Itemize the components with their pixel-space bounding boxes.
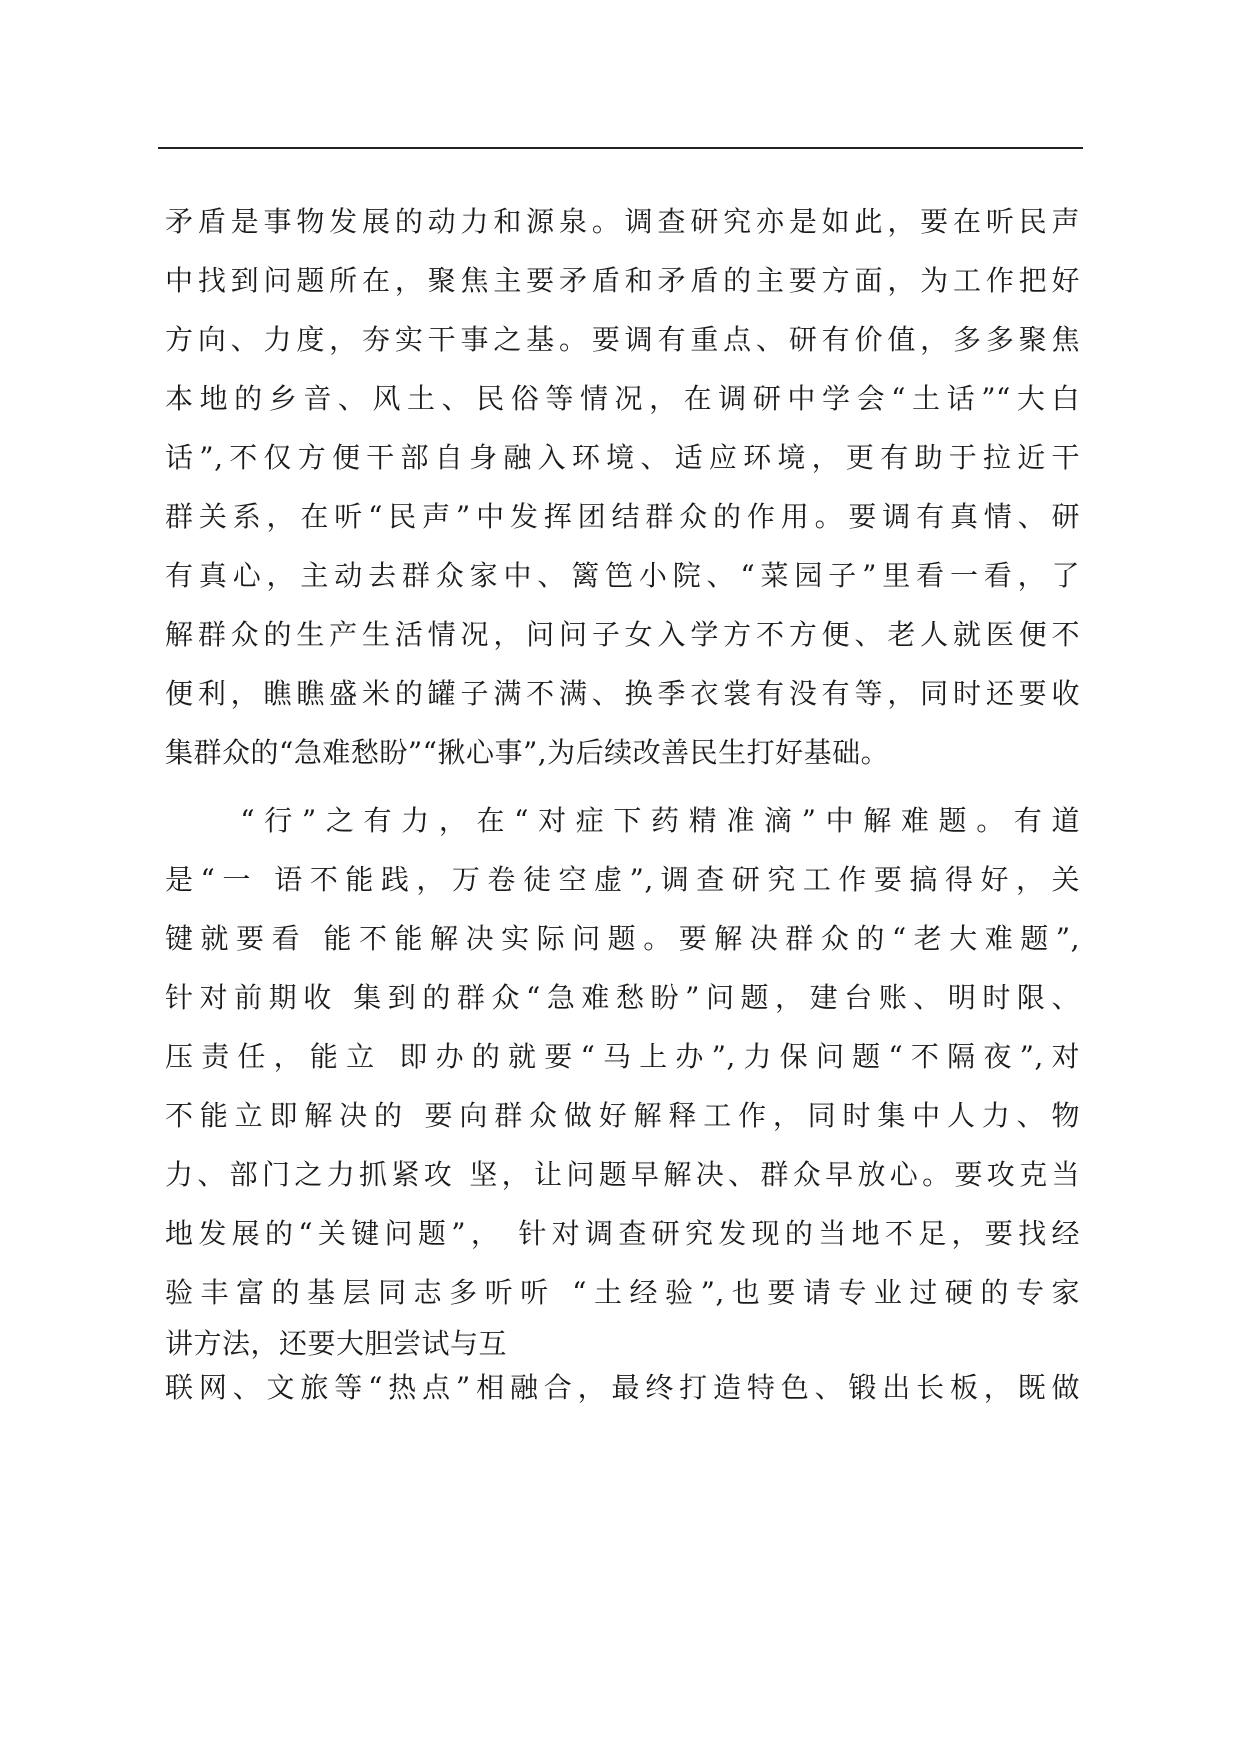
text-line: 力、部门之力抓紧攻 坚，让问题早解决、群众早放心。要攻克当 xyxy=(165,1158,1080,1191)
paragraph-1 xyxy=(165,192,1080,782)
text-line: 压责任，能立 即办的就要“马上办”,力保问题“不隔夜”,对 xyxy=(165,1040,1080,1073)
text-line: 联网、文旅等“热点”相融合，最终打造特色、锻出长板，既做 xyxy=(165,1371,1080,1404)
text-line: 话”,不仅方便干部自身融入环境、适应环境，更有助于拉近干 xyxy=(165,441,1080,474)
paragraph-2 xyxy=(165,791,1080,1410)
text-line: 是“一 语不能践，万卷徒空虚”,调查研究工作要搞得好，关 xyxy=(165,863,1080,896)
text-line: 键就要看 能不能解决实际问题。要解决群众的“老大难题”, xyxy=(165,922,1080,955)
text-line: “行”之有力，在“对症下药精准滴”中解难题。有道 xyxy=(165,804,1080,837)
header-rule xyxy=(158,147,1083,149)
text-line: 矛盾是事物发展的动力和源泉。调查研究亦是如此，要在听民声 xyxy=(165,205,1080,238)
text-line: 讲方法，还要大胆尝试与互 xyxy=(165,1327,508,1360)
text-line: 便利，瞧瞧盛米的罐子满不满、换季衣裳有没有等，同时还要收 xyxy=(165,677,1080,710)
text-line: 地发展的“关键问题”， 针对调查研究发现的当地不足，要找经 xyxy=(165,1217,1080,1250)
text-line: 有真心，主动去群众家中、篱笆小院、“菜园子”里看一看，了 xyxy=(165,559,1080,592)
text-line: 解群众的生产生活情况，问问子女入学方不方便、老人就医便不 xyxy=(165,618,1080,651)
text-line: 方向、力度，夯实干事之基。要调有重点、研有价值，多多聚焦 xyxy=(165,323,1080,356)
text-line: 集群众的“急难愁盼”“揪心事”,为后续改善民生打好基础。 xyxy=(165,736,890,769)
text-line: 群关系，在听“民声”中发挥团结群众的作用。要调有真情、研 xyxy=(165,500,1080,533)
text-line: 中找到问题所在，聚焦主要矛盾和矛盾的主要方面，为工作把好 xyxy=(165,264,1080,297)
text-line: 不能立即解决的 要向群众做好解释工作，同时集中人力、物 xyxy=(165,1099,1080,1132)
text-line: 针对前期收 集到的群众“急难愁盼”问题，建台账、明时限、 xyxy=(165,981,1080,1014)
text-line: 验丰富的基层同志多听听 “土经验”,也要请专业过硬的专家 xyxy=(165,1276,1080,1309)
document-body xyxy=(165,192,1080,1410)
text-line: 本地的乡音、风土、民俗等情况，在调研中学会“土话”“大白 xyxy=(165,382,1080,415)
